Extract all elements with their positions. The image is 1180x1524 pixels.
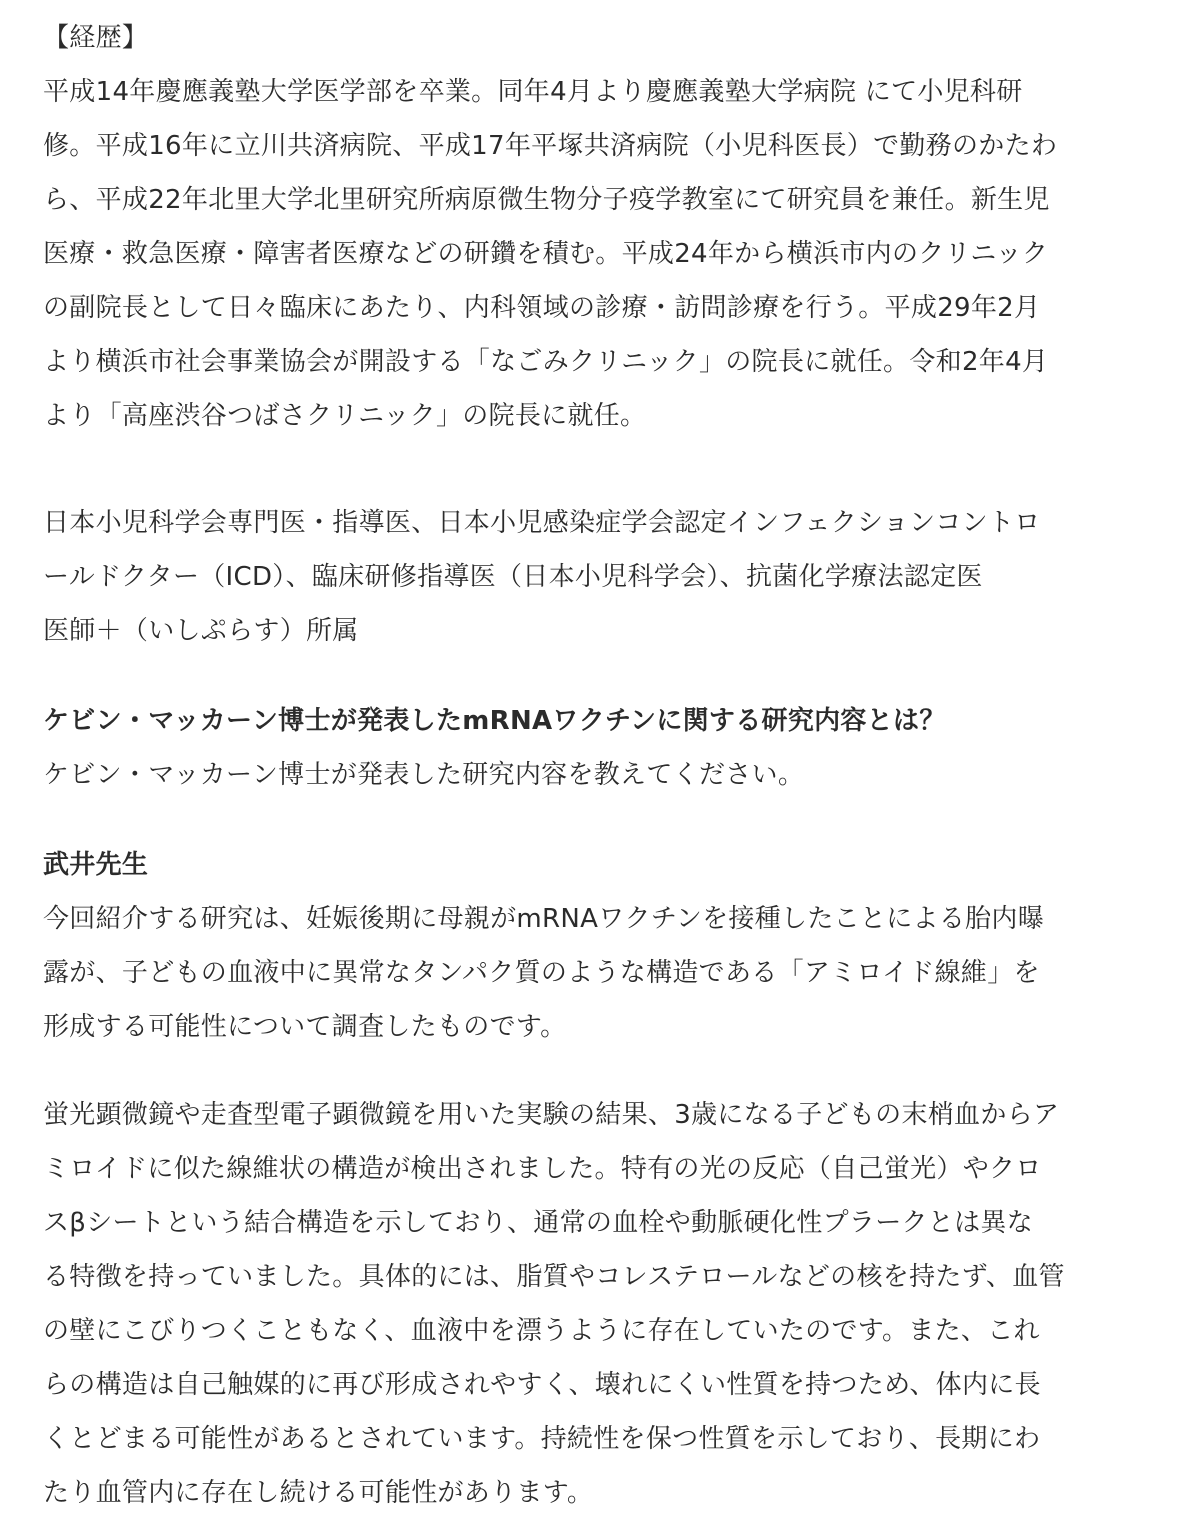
speaker-name: 武井先生 [43,850,149,880]
answer-line: スβシートという結合構造を示しており、通常の血栓や動脈硬化性プラークとは異な [43,1208,1033,1238]
affiliation-line: 医師＋（いしぷらす）所属 [43,616,359,646]
answer-line: 露が、子どもの血液中に異常なタンパク質のような構造である「アミロイド線維」を [43,958,1040,988]
career-line: 修。平成16年に立川共済病院、平成17年平塚共済病院（小児科医長）で勤務のかたわ [43,131,1058,161]
credentials-line: ールドクター（ICD）、臨床研修指導医（日本小児科学会）、抗菌化学療法認定医 [43,562,983,592]
career-line: の副院長として日々臨床にあたり、内科領域の診療・訪問診療を行う。平成29年2月 [43,293,1041,323]
answer-line: ミロイドに似た線維状の構造が検出されました。特有の光の反応（自己蛍光）やクロ [43,1154,1042,1184]
question-title: ケビン・マッカーン博士が発表したmRNAワクチンに関する研究内容とは？ [43,706,946,736]
answer-line: たり血管内に存在し続ける可能性があります。 [43,1478,594,1508]
career-line: 平成14年慶應義塾大学医学部を卒業。同年4月より慶應義塾大学病院 にて小児科研 [43,77,1023,107]
answer-line: る特徴を持っていました。具体的には、脂質やコレステロールなどの核を持たず、血管 [43,1262,1065,1292]
answer-line: くとどまる可能性があるとされています。持続性を保つ性質を示しており、長期にわ [43,1424,1041,1454]
answer-line: らの構造は自己触媒的に再び形成されやすく、壊れにくい性質を持つため、体内に長 [43,1370,1041,1400]
career-line: より横浜市社会事業協会が開設する「なごみクリニック」の院長に就任。令和2年4月 [43,347,1049,377]
credentials-line: 日本小児科学会専門医・指導医、日本小児感染症学会認定インフェクションコントロ [43,508,1041,538]
career-line: 医療・救急医療・障害者医療などの研鑽を積む。平成24年から横浜市内のクリニック [43,239,1049,269]
answer-line: の壁にこびりつくこともなく、血液中を漂うように存在していたのです。また、これ [43,1316,1040,1346]
answer-line: 今回紹介する研究は、妊娠後期に母親がmRNAワクチンを接種したことによる胎内曝 [43,904,1045,934]
answer-line: 蛍光顕微鏡や走査型電子顕微鏡を用いた実験の結果、3歳になる子どもの末梢血からア [43,1100,1060,1130]
career-heading: 【経歴】 [43,23,149,53]
career-line: ら、平成22年北里大学北里研究所病原微生物分子疫学教室にて研究員を兼任。新生児 [43,185,1050,215]
answer-line: 形成する可能性について調査したものです。 [43,1012,567,1042]
question-body: ケビン・マッカーン博士が発表した研究内容を教えてください。 [43,760,805,790]
career-line: より「高座渋谷つばさクリニック」の院長に就任。 [43,401,647,431]
